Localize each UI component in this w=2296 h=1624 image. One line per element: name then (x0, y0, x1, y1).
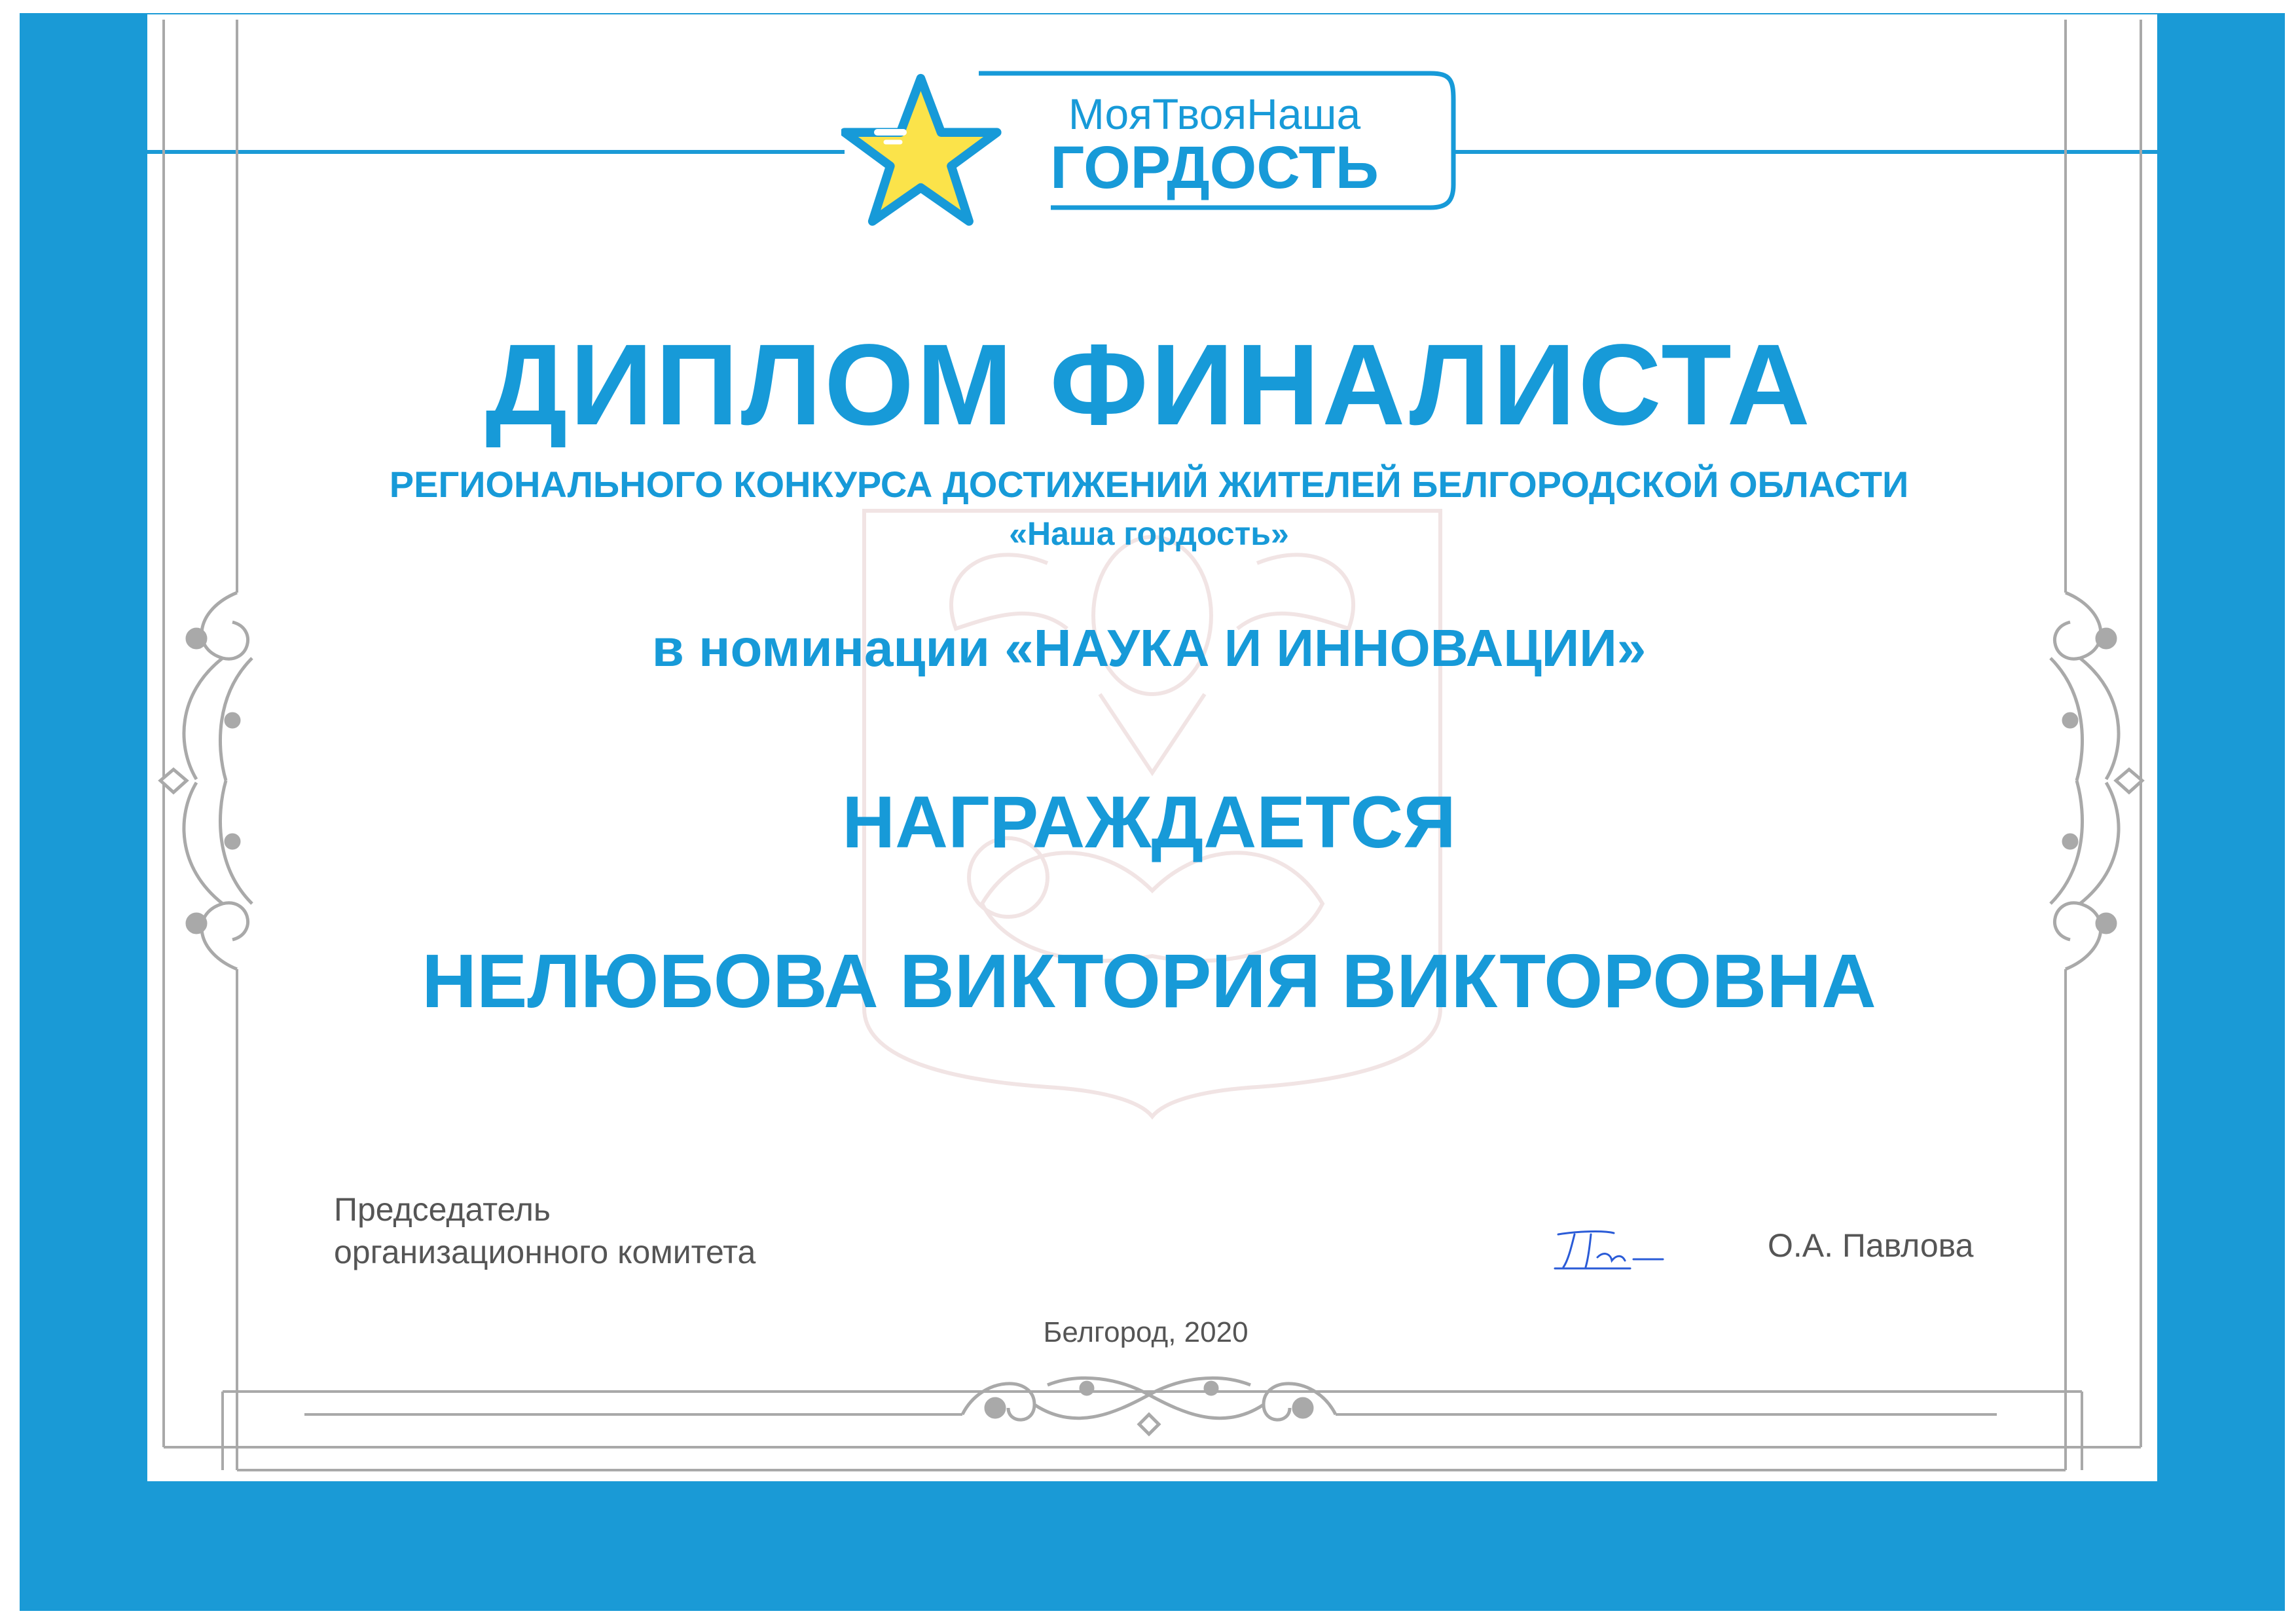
logo-line2: ГОРДОСТЬ (1050, 134, 1379, 201)
logo-line1: МояТвояНаша (1068, 90, 1361, 138)
signatory-name: О.А. Павлова (1768, 1227, 1974, 1264)
contest-name: «Наша гордость» (1009, 515, 1289, 552)
diploma-subtitle: РЕГИОНАЛЬНОГО КОНКУРСА ДОСТИЖЕНИЙ ЖИТЕЛЕЙ БЕЛГОРОДСКОЙ ОБЛАСТИ (389, 464, 1909, 505)
signatory-role (334, 1189, 756, 1274)
awarded-label: НАГРАЖДАЕТСЯ (842, 781, 1456, 863)
nomination: в номинации «НАУКА И ИННОВАЦИИ» (651, 619, 1647, 677)
star-icon (845, 79, 997, 221)
contest-logo (841, 60, 1470, 257)
signatory-role-line2: организационного комитета (334, 1234, 756, 1270)
handwritten-signature (1552, 1221, 1669, 1274)
diploma-title: ДИПЛОМ ФИНАЛИСТА (485, 321, 1813, 449)
signatory-role-line1: Председатель (334, 1191, 551, 1228)
place-date: Белгород, 2020 (1043, 1316, 1248, 1348)
recipient-name: НЕЛЮБОВА ВИКТОРИЯ ВИКТОРОВНА (422, 938, 1876, 1024)
